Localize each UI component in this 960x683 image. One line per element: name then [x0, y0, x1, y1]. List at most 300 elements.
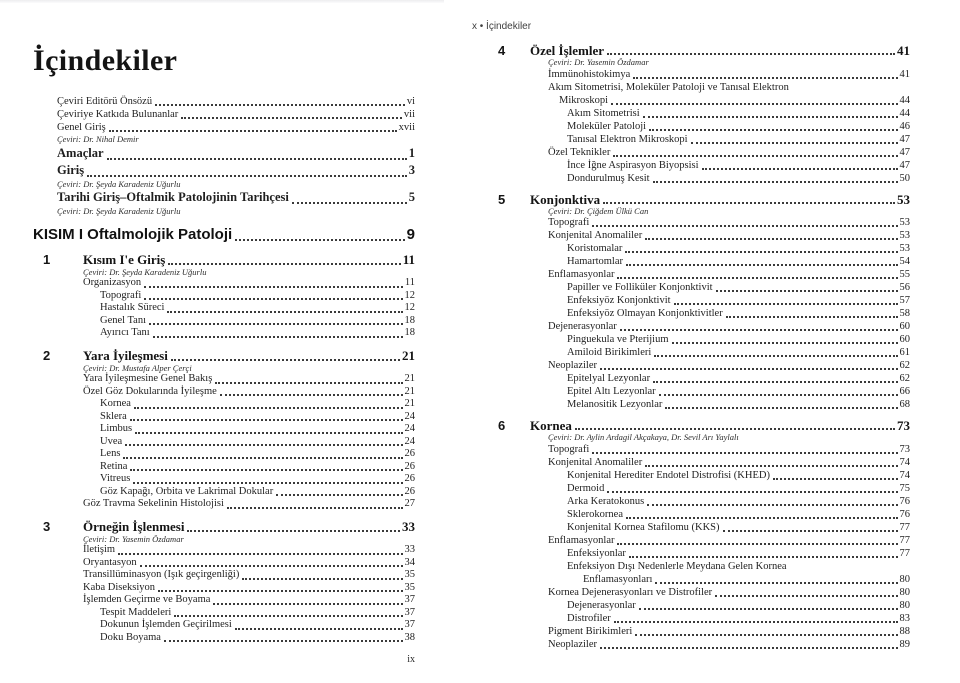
- toc-entry: [498, 521, 910, 534]
- toc-entry: [33, 327, 415, 340]
- dotted-leader: [653, 181, 898, 183]
- entry-label: Çeviri: Dr. Aylin Ardagil Akçakaya, Dr. Sevil Arı Yaylalı: [548, 432, 739, 442]
- entry-page-number: 41: [899, 68, 910, 80]
- dotted-leader: [617, 543, 897, 545]
- entry-label: Çeviri: Dr. Şeyda Karadeniz Uğurlu: [57, 206, 181, 216]
- dotted-leader: [109, 130, 397, 132]
- entry-label: Çeviri: Dr. Çiğdem Ülkü Can: [548, 205, 649, 216]
- entry-page-number: 61: [899, 347, 910, 358]
- entry-page-number: 56: [899, 282, 910, 293]
- entry-label: Lens: [100, 448, 121, 459]
- entry-page-number: 26: [404, 485, 415, 497]
- chapter-number: 2: [43, 347, 51, 363]
- toc-entry: [498, 560, 910, 573]
- entry-page-number: 76: [899, 495, 910, 507]
- entry-page-number: 54: [899, 256, 910, 267]
- dotted-leader: [235, 628, 403, 630]
- dotted-leader: [135, 432, 402, 434]
- entry-label: Limbus: [100, 423, 133, 434]
- entry-label: Hamartomlar: [567, 256, 623, 267]
- dotted-leader: [649, 129, 897, 131]
- dotted-leader: [164, 640, 403, 642]
- toc-entry: [498, 599, 910, 612]
- toc-entry: [498, 346, 910, 359]
- entry-label: Organizasyon: [83, 277, 142, 288]
- dotted-leader: [672, 342, 898, 344]
- entry-page-number: 46: [899, 120, 910, 132]
- entry-page-number: 47: [899, 133, 910, 145]
- chapter-entry: [33, 252, 415, 267]
- toc-entry: [33, 145, 415, 162]
- entry-label: Neoplaziler: [548, 638, 597, 650]
- toc-entry: [498, 107, 910, 120]
- dotted-leader: [645, 465, 897, 467]
- toc-entry: [498, 547, 910, 560]
- entry-page-number: 77: [899, 521, 910, 533]
- entry-label: Mikroskopi: [559, 94, 609, 106]
- dotted-leader: [653, 381, 897, 383]
- toc-entry: [33, 121, 415, 134]
- entry-label: Oryantasyon: [83, 556, 137, 568]
- entry-page-number: 21: [402, 347, 415, 363]
- toc-entry: [498, 638, 910, 651]
- running-head: x • İçindekiler: [472, 21, 532, 32]
- dotted-leader: [242, 578, 402, 580]
- dotted-leader: [171, 359, 400, 361]
- page-number-left: ix: [407, 654, 415, 665]
- translator-line: [498, 206, 910, 217]
- toc-entry: [498, 625, 910, 638]
- dotted-leader: [276, 494, 402, 496]
- entry-label: Ayırıcı Tanı: [100, 327, 150, 338]
- dotted-leader: [613, 155, 897, 157]
- entry-label: Vitreus: [100, 473, 131, 484]
- entry-page-number: 80: [899, 586, 910, 598]
- dotted-leader: [155, 104, 405, 106]
- toc-entry: [33, 373, 415, 386]
- entry-page-number: 41: [897, 43, 910, 58]
- toc-entries-right: [498, 44, 910, 651]
- dotted-leader: [167, 311, 402, 313]
- dotted-leader: [603, 202, 895, 204]
- toc-entry: [498, 294, 910, 307]
- toc-entry: [33, 448, 415, 461]
- toc-entry: [33, 423, 415, 436]
- dotted-leader: [614, 621, 898, 623]
- entry-page-number: 53: [899, 217, 910, 228]
- dotted-leader: [600, 647, 898, 649]
- toc-entry: [498, 281, 910, 294]
- entry-label: Kısım I'e Giriş: [83, 251, 166, 267]
- toc-entry: [33, 461, 415, 474]
- entry-page-number: 37: [404, 619, 415, 630]
- toc-entry: [498, 482, 910, 495]
- entry-label: Çeviri: Dr. Nihal Demir: [57, 134, 139, 144]
- entry-label: Özel Göz Dokularında İyileşme: [83, 385, 217, 397]
- toc-entries-left: [33, 95, 415, 644]
- dotted-leader: [575, 428, 895, 430]
- dotted-leader: [220, 394, 403, 396]
- entry-label: Doku Boyama: [100, 631, 161, 643]
- entry-label: Enfeksiyöz Olmayan Konjonktivitler: [567, 308, 723, 319]
- entry-page-number: 53: [897, 191, 910, 207]
- entry-label: Retina: [100, 460, 128, 472]
- toc-entry: [33, 398, 415, 411]
- entry-label: Dondurulmuş Kesit: [567, 172, 650, 184]
- entry-page-number: 57: [899, 295, 910, 306]
- dotted-leader: [292, 202, 407, 204]
- toc-entry: [33, 108, 415, 121]
- toc-entry: [498, 94, 910, 107]
- entry-label: Sklerokornea: [567, 508, 623, 520]
- entry-label: Distrofiler: [567, 612, 611, 624]
- entry-label: Tanısal Elektron Mikroskopi: [567, 133, 688, 145]
- dotted-leader: [213, 603, 402, 605]
- translator-line: [498, 432, 910, 443]
- toc-entry: [498, 68, 910, 81]
- dotted-leader: [235, 239, 404, 241]
- chapter-number: 6: [498, 418, 506, 433]
- page-title: İçindekiler: [33, 44, 178, 77]
- toc-entry: [33, 189, 415, 206]
- entry-page-number: 60: [899, 321, 910, 332]
- entry-page-number: 24: [404, 410, 415, 422]
- dotted-leader: [87, 175, 407, 177]
- dotted-leader: [674, 303, 898, 305]
- dotted-leader: [665, 407, 897, 409]
- entry-page-number: 11: [404, 277, 415, 288]
- dotted-leader: [625, 251, 897, 253]
- entry-page-number: 33: [404, 544, 415, 555]
- entry-page-number: 1: [408, 145, 415, 160]
- entry-page-number: 74: [899, 456, 910, 468]
- chapter-number: 5: [498, 191, 506, 207]
- translator-line: [33, 267, 415, 278]
- dotted-leader: [153, 336, 403, 338]
- entry-label: Kornea: [100, 398, 131, 409]
- entry-page-number: 44: [899, 107, 910, 119]
- entry-page-number: 26: [404, 473, 415, 484]
- entry-label: Genel Giriş: [57, 122, 106, 133]
- entry-label: Akım Sitometrisi: [567, 107, 640, 119]
- part-entry: [33, 226, 415, 244]
- entry-page-number: 12: [404, 289, 415, 301]
- dotted-leader: [149, 323, 402, 325]
- entry-page-number: 58: [899, 308, 910, 319]
- toc-entry: [498, 81, 910, 94]
- entry-page-number: 38: [404, 631, 415, 643]
- toc-entry: [498, 534, 910, 547]
- toc-entry: [33, 315, 415, 328]
- toc-entry: [498, 359, 910, 372]
- entry-label: Epitelyal Lezyonlar: [567, 373, 651, 384]
- toc-entry: [33, 411, 415, 424]
- entry-label: Kaba Diseksiyon: [83, 581, 156, 593]
- entry-page-number: 18: [404, 327, 415, 338]
- entry-label: Pinguekula ve Pterijium: [567, 334, 669, 345]
- toc-entry: [498, 573, 910, 586]
- translator-line: [33, 534, 415, 545]
- entry-label: İşlemden Geçirme ve Boyama: [83, 594, 211, 605]
- chapter-entry: [498, 193, 910, 206]
- entry-label: Topografi: [548, 217, 590, 228]
- entry-page-number: 47: [899, 159, 910, 171]
- dotted-leader: [187, 530, 400, 532]
- toc-entry: [498, 216, 910, 229]
- toc-entry: [498, 320, 910, 333]
- dotted-leader: [144, 286, 403, 288]
- entry-page-number: 24: [404, 423, 415, 434]
- dotted-leader: [592, 225, 897, 227]
- toc-entry: [33, 632, 415, 645]
- toc-entry: [498, 133, 910, 146]
- entry-page-number: 88: [899, 625, 910, 637]
- entry-page-number: 37: [404, 594, 415, 605]
- entry-page-number: 74: [899, 469, 910, 481]
- toc-entry: [33, 582, 415, 595]
- entry-page-number: 55: [899, 269, 910, 280]
- entry-page-number: 3: [408, 162, 415, 177]
- entry-label: Tespit Maddeleri: [100, 606, 172, 618]
- dotted-leader: [118, 553, 402, 555]
- dotted-leader: [130, 419, 403, 421]
- translator-line: [498, 57, 910, 68]
- entry-label: İnce İğne Aspirasyon Biyopsisi: [567, 159, 699, 171]
- toc-entry: [33, 544, 415, 557]
- entry-label: Dermoid: [567, 482, 605, 494]
- dotted-leader: [174, 615, 402, 617]
- toc-entry: [33, 95, 415, 108]
- entry-label: Göz Travma Sekelinin Histolojisi: [83, 498, 224, 509]
- entry-page-number: 83: [899, 612, 910, 624]
- entry-page-number: 37: [404, 606, 415, 618]
- dotted-leader: [600, 368, 898, 370]
- entry-page-number: 66: [899, 386, 910, 397]
- entry-label: Akım Sitometrisi, Moleküler Patoloji ve Tanısal Elektron: [548, 81, 789, 93]
- entry-label: Dokunun İşlemden Geçirilmesi: [100, 619, 232, 630]
- entry-page-number: 80: [899, 599, 910, 611]
- entry-page-number: 68: [899, 399, 910, 410]
- dotted-leader: [716, 290, 898, 292]
- chapter-entry: [33, 519, 415, 534]
- entry-page-number: 12: [404, 302, 415, 313]
- entry-label: İletişim: [83, 544, 116, 555]
- toc-entry: [498, 268, 910, 281]
- toc-entry: [33, 277, 415, 290]
- entry-label: Özel Teknikler: [548, 146, 611, 158]
- chapter-entry: [33, 348, 415, 363]
- entry-label: Melanositik Lezyonlar: [567, 399, 663, 410]
- dotted-leader: [626, 517, 898, 519]
- translator-line: [33, 179, 415, 190]
- entry-page-number: 35: [404, 569, 415, 580]
- toc-entry: [498, 508, 910, 521]
- entry-page-number: 60: [899, 334, 910, 345]
- dotted-leader: [635, 634, 897, 636]
- entry-page-number: xvii: [398, 122, 415, 133]
- entry-label: Uvea: [100, 435, 123, 447]
- toc-entry: [33, 486, 415, 499]
- toc-entry: [33, 619, 415, 632]
- entry-label: Amaçlar: [57, 145, 104, 160]
- entry-page-number: 18: [404, 314, 415, 326]
- entry-page-number: 80: [899, 573, 910, 585]
- toc-entry: [498, 385, 910, 398]
- dotted-leader: [168, 263, 400, 265]
- entry-label: Genel Tanı: [100, 314, 147, 326]
- entry-label: Yara İyileşmesine Genel Bakış: [83, 373, 213, 384]
- entry-label: Dejenerasyonlar: [567, 599, 636, 611]
- dotted-leader: [133, 482, 402, 484]
- dotted-leader: [715, 595, 897, 597]
- toc-entry: [33, 498, 415, 511]
- entry-page-number: 89: [899, 638, 910, 650]
- toc-entry: [498, 443, 910, 456]
- dotted-leader: [691, 142, 898, 144]
- toc-entry: [498, 612, 910, 625]
- dotted-leader: [633, 77, 897, 79]
- toc-entry: [498, 456, 910, 469]
- entry-label: İmmünohistokimya: [548, 68, 631, 80]
- toc-entry: [498, 172, 910, 185]
- dotted-leader: [158, 590, 402, 592]
- entry-page-number: 33: [402, 518, 415, 534]
- entry-label: Tarihi Giriş–Oftalmik Patolojinin Tarihçesi: [57, 190, 289, 204]
- entry-label: Amiloid Birikimleri: [567, 347, 652, 358]
- entry-page-number: 26: [404, 448, 415, 459]
- entry-page-number: 24: [404, 435, 415, 447]
- dotted-leader: [607, 491, 897, 493]
- translator-line: [33, 206, 415, 217]
- chapter-entry: [498, 44, 910, 57]
- dotted-leader: [617, 277, 897, 279]
- entry-label: Çeviri: Dr. Şeyda Karadeniz Uğurlu: [83, 266, 207, 277]
- entry-page-number: 21: [404, 385, 415, 397]
- entry-page-number: 75: [899, 482, 910, 494]
- entry-page-number: 62: [899, 373, 910, 384]
- entry-label: Enflamasyonlar: [548, 534, 615, 546]
- entry-label: Sklera: [100, 410, 127, 422]
- dotted-leader: [645, 238, 897, 240]
- entry-label: Hastalık Süreci: [100, 302, 165, 313]
- entry-label: Arka Keratokonus: [567, 495, 645, 507]
- entry-page-number: 50: [899, 172, 910, 184]
- toc-entry: [498, 159, 910, 172]
- translator-line: [33, 363, 415, 374]
- entry-page-number: 73: [897, 418, 910, 433]
- dotted-leader: [592, 452, 897, 454]
- toc-entry: [33, 302, 415, 315]
- entry-label: Enflamasyonları: [583, 573, 653, 585]
- toc-entry: [33, 607, 415, 620]
- chapter-number: 4: [498, 43, 506, 58]
- dotted-leader: [130, 469, 402, 471]
- dotted-leader: [723, 530, 898, 532]
- entry-page-number: 77: [899, 547, 910, 559]
- toc-entry: [498, 255, 910, 268]
- entry-page-number: 9: [406, 225, 415, 243]
- toc-entry: [498, 372, 910, 385]
- entry-page-number: 27: [404, 498, 415, 509]
- dotted-leader: [647, 504, 897, 506]
- dotted-leader: [659, 394, 898, 396]
- chapter-number: 3: [43, 518, 51, 534]
- entry-page-number: vii: [403, 109, 415, 120]
- dotted-leader: [607, 53, 895, 55]
- entry-label: Konjenital Anomaliler: [548, 456, 643, 468]
- dotted-leader: [227, 507, 403, 509]
- entry-page-number: 21: [404, 373, 415, 384]
- entry-page-number: 21: [404, 398, 415, 409]
- entry-label: KISIM I Oftalmolojik Patoloji: [33, 225, 233, 243]
- toc-entry: [498, 469, 910, 482]
- entry-label: Enfeksiyöz Konjonktivit: [567, 295, 671, 306]
- entry-label: Moleküler Patoloji: [567, 120, 647, 132]
- entry-page-number: vi: [406, 96, 415, 107]
- dotted-leader: [215, 382, 402, 384]
- entry-label: Çeviriye Katkıda Bulunanlar: [57, 109, 179, 120]
- entry-label: Özel İşlemler: [530, 43, 604, 58]
- dotted-leader: [773, 478, 898, 480]
- dotted-leader: [702, 168, 898, 170]
- toc-entry: [498, 307, 910, 320]
- entry-label: Göz Kapağı, Orbita ve Lakrimal Dokular: [100, 485, 274, 497]
- entry-label: Dejenerasyonlar: [548, 321, 617, 332]
- entry-page-number: 62: [899, 360, 910, 371]
- dotted-leader: [134, 407, 403, 409]
- toc-entry: [498, 586, 910, 599]
- toc-entry: [33, 557, 415, 570]
- dotted-leader: [629, 556, 898, 558]
- entry-label: Giriş: [57, 162, 85, 177]
- dotted-leader: [639, 608, 898, 610]
- entry-page-number: 77: [899, 534, 910, 546]
- chapter-entry: [498, 419, 910, 432]
- toc-entry: [33, 386, 415, 399]
- dotted-leader: [107, 158, 407, 160]
- entry-page-number: 53: [899, 230, 910, 241]
- dotted-leader: [626, 264, 898, 266]
- dotted-leader: [144, 298, 402, 300]
- dotted-leader: [654, 355, 897, 357]
- entry-page-number: 47: [899, 146, 910, 158]
- entry-label: Konjenital Anomaliler: [548, 230, 643, 241]
- entry-label: Papiller ve Folliküler Konjonktivit: [567, 282, 713, 293]
- entry-label: Konjonktiva: [530, 191, 601, 207]
- entry-label: Enfeksiyon Dışı Nedenlerle Meydana Gelen Kornea: [567, 560, 787, 572]
- entry-page-number: 73: [899, 443, 910, 455]
- dotted-leader: [123, 457, 402, 459]
- toc-entry: [498, 146, 910, 159]
- dotted-leader: [620, 329, 898, 331]
- entry-label: Topografi: [548, 443, 590, 455]
- toc-entry: [498, 120, 910, 133]
- entry-page-number: 5: [408, 190, 415, 204]
- entry-label: Kornea: [530, 418, 572, 433]
- entry-label: Epitel Altı Lezyonlar: [567, 386, 656, 397]
- entry-page-number: 53: [899, 243, 910, 254]
- toc-entry: [498, 229, 910, 242]
- toc-entry: [498, 242, 910, 255]
- entry-label: Pigment Birikimleri: [548, 625, 633, 637]
- dotted-leader: [611, 103, 897, 105]
- toc-entry: [498, 398, 910, 411]
- entry-label: Konjenital Kornea Stafilomu (KKS): [567, 521, 720, 533]
- entry-page-number: 34: [404, 556, 415, 568]
- dotted-leader: [181, 117, 402, 119]
- entry-label: Enflamasyonlar: [548, 269, 615, 280]
- entry-page-number: 76: [899, 508, 910, 520]
